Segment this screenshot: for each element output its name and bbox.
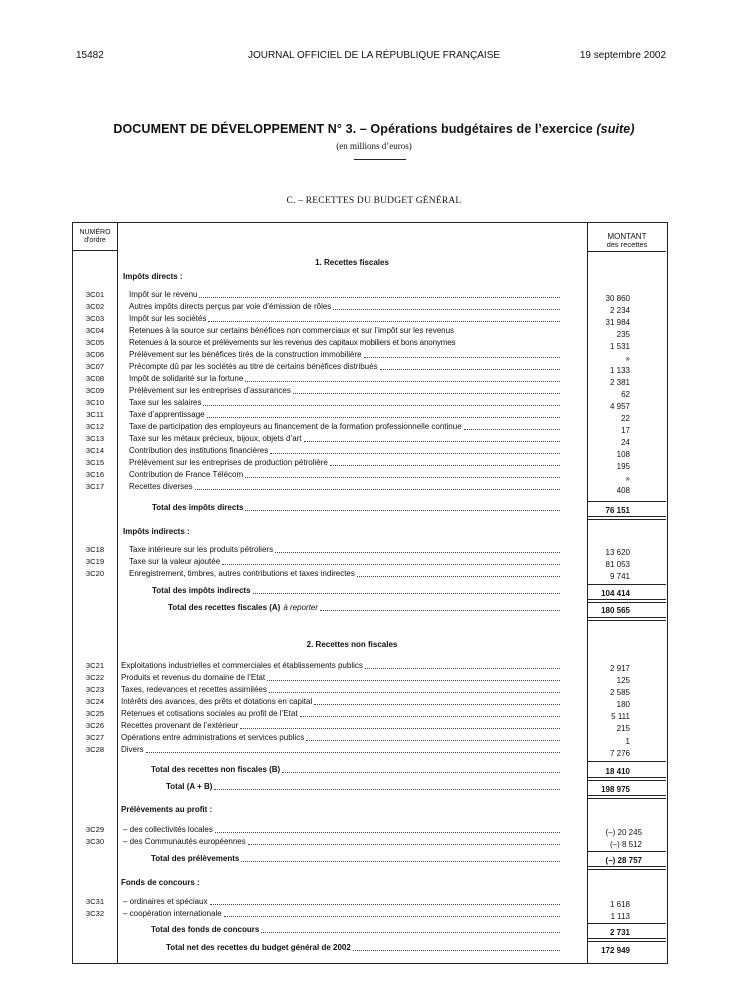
row-label-text: Opérations entre administrations et services publics [121, 733, 305, 742]
dot-leader [146, 745, 560, 753]
total-nonfiscal-text: Total des recettes non fiscales (B) [151, 765, 281, 774]
row-value: 13 620 [605, 548, 630, 557]
dot-leader [306, 733, 560, 741]
dot-leader [365, 661, 560, 669]
total-ab-value: 198 975 [601, 785, 630, 794]
column-header-amount-l2: des recettes [606, 240, 648, 249]
row-label [129, 446, 561, 456]
document-title-text: DOCUMENT DE DÉVELOPPEMENT N° 3. – Opérations budgétaires de l’exercice [113, 122, 593, 136]
row-value: 9 741 [609, 572, 630, 581]
row-code: 3C26 [85, 721, 105, 730]
dot-leader [364, 350, 560, 358]
total-double-rule [588, 777, 666, 781]
header-separator-right [588, 251, 666, 252]
row-label [129, 410, 561, 420]
row-code: 3C12 [85, 422, 105, 431]
row-label-text: Taxe sur les salaires [129, 398, 202, 407]
row-label [121, 745, 561, 755]
row-label-text: Retenues et cotisations sociales au profit de l’Etat [121, 709, 298, 718]
row-label [129, 374, 561, 384]
dot-leader [208, 314, 560, 322]
total-indirect-text: Total des impôts indirects [152, 586, 251, 595]
row-label-text: Impôt sur le revenu [129, 290, 198, 299]
row-label-text: Intérêts des avances, des prêts et dotations en capital [121, 697, 313, 706]
row-value: 4 957 [609, 402, 630, 411]
dot-leader [267, 673, 560, 681]
dot-leader [214, 782, 560, 790]
row-label [123, 837, 561, 847]
row-code: 3C11 [86, 410, 104, 419]
row-code: 3C13 [85, 434, 105, 443]
row-label-text: Précompte dû par les sociétés au titre de certains bénéfices distribués [129, 362, 378, 371]
row-code: 3C23 [85, 685, 105, 694]
row-code: 3C29 [85, 825, 105, 834]
dot-leader [300, 709, 560, 717]
total-fiscal-label [168, 603, 561, 613]
row-value: 235 [616, 330, 630, 339]
row-code: 3C04 [85, 326, 105, 335]
row-label-text: Produits et revenus du domaine de l’Etat [121, 673, 266, 682]
dot-leader [304, 434, 560, 442]
total-rule [588, 851, 666, 852]
column-header-number [73, 229, 117, 245]
row-code: 3C14 [85, 446, 105, 455]
row-value: 1 [625, 737, 630, 746]
row-label-text: Taxe de participation des employeurs au financement de la formation professionnelle continue [129, 422, 462, 431]
dot-leader [293, 386, 560, 394]
dot-leader [353, 943, 560, 951]
row-label [129, 350, 561, 360]
row-code: 3C17 [85, 482, 105, 491]
document-title [0, 122, 748, 136]
total-double-rule [588, 938, 666, 942]
row-code: 3C05 [85, 338, 105, 347]
row-value: 2 381 [609, 378, 630, 387]
row-label-text: Taxe sur la valeur ajoutée [129, 557, 221, 566]
row-label-text: – ordinaires et spéciaux [123, 897, 208, 906]
row-label-text: – des collectivités locales [123, 825, 213, 834]
row-code: 3C07 [85, 362, 105, 371]
row-label-text: Taxe d’apprentissage [129, 410, 205, 419]
journal-title: JOURNAL OFFICIEL DE LA RÉPUBLIQUE FRANÇAISE [247, 50, 501, 61]
total-prelevements-value: (–) 28 757 [605, 856, 642, 865]
total-fiscal-text: Total des recettes fiscales (A) [168, 603, 281, 612]
total-prelevements-label [151, 854, 561, 864]
row-value: 1 531 [609, 342, 630, 351]
row-code: 3C16 [85, 470, 105, 479]
dot-leader [248, 837, 560, 845]
row-value: 195 [616, 462, 630, 471]
row-label-text: Recettes diverses [129, 482, 193, 491]
row-label-text: Divers [121, 745, 144, 754]
row-value: 7 276 [609, 749, 630, 758]
dot-leader [203, 398, 560, 406]
total-nonfiscal-label [151, 765, 561, 775]
row-value: (–) 8 512 [609, 840, 642, 849]
row-code: 3C01 [85, 290, 105, 299]
row-code: 3C21 [85, 661, 105, 670]
row-label [121, 709, 561, 719]
row-value: 125 [616, 676, 630, 685]
row-value: 1 113 [610, 912, 630, 921]
row-label-text: Contribution de France Télécom [129, 470, 244, 479]
row-label: Retenues à la source sur certains bénéfices non commerciaux et sur l’impôt sur les revenus [129, 326, 455, 335]
total-double-rule [588, 599, 666, 603]
total-ab-label [166, 782, 561, 792]
dot-leader [224, 909, 560, 917]
row-code: 3C31 [85, 897, 105, 906]
row-code: 3C08 [85, 374, 105, 383]
row-label [121, 721, 561, 731]
dot-leader [240, 721, 560, 729]
row-code: 3C02 [85, 302, 105, 311]
row-code: 3C24 [85, 697, 105, 706]
dot-leader [314, 697, 560, 705]
row-label [129, 458, 561, 468]
row-label [129, 302, 561, 312]
dot-leader [357, 569, 560, 577]
row-code: 3C25 [85, 709, 105, 718]
total-rule [588, 584, 666, 585]
row-value: (–) 20 245 [605, 828, 642, 837]
row-code: 3C32 [85, 909, 105, 918]
row-label-text: Prélèvement sur les entreprises d’assurances [129, 386, 291, 395]
publication-date: 19 septembre 2002 [579, 50, 666, 61]
document-title-suffix: (suite) [596, 122, 635, 136]
row-value: 22 [621, 414, 630, 423]
dot-leader [210, 897, 561, 905]
row-label-text: Impôt de solidarité sur la fortune [129, 374, 244, 383]
row-code: 3C10 [85, 398, 105, 407]
total-net-value: 172 949 [601, 946, 630, 955]
row-code: 3C09 [85, 386, 105, 395]
total-net-label [166, 943, 561, 953]
dot-leader [207, 410, 560, 418]
dot-leader [199, 290, 560, 298]
row-label [129, 290, 561, 300]
row-code: 3C27 [85, 733, 105, 742]
total-concours-label [151, 925, 561, 935]
row-code: 3C20 [85, 569, 105, 578]
total-nonfiscal-value: 18 410 [605, 767, 630, 776]
title-rule [354, 159, 406, 160]
row-value: 215 [616, 724, 630, 733]
page-number: 15482 [76, 50, 104, 61]
row-value: 1 133 [609, 366, 630, 375]
dot-leader [270, 446, 560, 454]
total-ab-text: Total (A + B) [166, 782, 213, 791]
row-label [129, 398, 561, 408]
total-concours-value: 2 731 [609, 928, 630, 937]
row-label [129, 314, 561, 324]
dot-leader [245, 503, 560, 511]
row-label [129, 545, 561, 555]
dot-leader [464, 422, 560, 430]
total-indirect-value: 104 414 [601, 589, 630, 598]
total-fiscal-value: 180 565 [601, 606, 630, 615]
dot-leader [380, 362, 560, 370]
category-direct: Impôts directs : [123, 272, 183, 281]
total-fiscal-suffix: à reporter [283, 603, 319, 612]
row-label-text: Recettes provenant de l’extérieur [121, 721, 239, 730]
dot-leader [245, 374, 560, 382]
dot-leader [269, 685, 560, 693]
row-label-text: – des Communautés européennes [123, 837, 246, 846]
row-label-text: Enregistrement, timbres, autres contributions et taxes indirectes [129, 569, 355, 578]
row-value: 31 984 [605, 318, 630, 327]
row-label [121, 685, 561, 695]
row-value: » [625, 354, 630, 363]
category-concours: Fonds de concours : [121, 878, 200, 887]
total-rule [588, 761, 666, 762]
row-label [121, 673, 561, 683]
row-label-text: Taxe sur les métaux précieux, bijoux, objets d’art [129, 434, 302, 443]
row-code: 3C22 [85, 673, 105, 682]
row-label [129, 482, 561, 492]
row-code: 3C03 [85, 314, 105, 323]
dot-leader [333, 302, 560, 310]
row-label-text: Taxes, redevances et recettes assimilées [121, 685, 267, 694]
row-value: 2 585 [609, 688, 630, 697]
row-label [123, 909, 561, 919]
row-value: 17 [621, 426, 630, 435]
column-header-amount-l1: MONTANT [607, 232, 647, 241]
row-label-text: – coopération internationale [123, 909, 222, 918]
category-prelevements: Prélèvements au profit : [121, 805, 213, 814]
row-value: 180 [616, 700, 630, 709]
column-header-amount [588, 233, 666, 249]
total-concours-text: Total des fonds de concours [151, 925, 260, 934]
row-code: 3C30 [85, 837, 105, 846]
dot-leader [282, 765, 560, 773]
category-indirect: Impôts indirects : [123, 527, 190, 536]
dot-leader [245, 470, 560, 478]
row-label-text: Exploitations industrielles et commerciales et établissements publics [121, 661, 363, 670]
dot-leader [261, 925, 560, 933]
row-value: 81 053 [605, 560, 630, 569]
row-value: 30 860 [605, 294, 630, 303]
dot-leader [320, 603, 560, 611]
total-prelevements-text: Total des prélèvements [151, 854, 240, 863]
part-heading-fiscal: 1. Recettes fiscales [315, 258, 389, 267]
row-code: 3C15 [85, 458, 105, 467]
dot-leader [222, 557, 560, 565]
row-label [123, 825, 561, 835]
total-indirect-label [152, 586, 561, 596]
row-code: 3C18 [85, 545, 105, 554]
row-label [129, 557, 561, 567]
total-direct-text: Total des impôts directs [152, 503, 244, 512]
dot-leader [253, 586, 560, 594]
total-rule [588, 923, 666, 924]
row-label [123, 897, 561, 907]
row-value: 108 [616, 450, 630, 459]
column-divider-left [117, 222, 118, 963]
row-code: 3C06 [85, 350, 105, 359]
total-double-rule [588, 516, 666, 520]
units-note: (en millions d’euros) [336, 141, 412, 151]
row-code: 3C28 [85, 745, 105, 754]
dot-leader [195, 482, 560, 490]
total-double-rule [588, 617, 666, 621]
row-value: 2 917 [609, 664, 630, 673]
total-net-text: Total net des recettes du budget général de 2002 [166, 943, 351, 952]
row-label [121, 733, 561, 743]
column-header-number-l1: NUMÉRO [79, 229, 111, 236]
section-title: C. – RECETTES DU BUDGET GÉNÉRAL [286, 196, 462, 206]
row-code: 3C19 [85, 557, 105, 566]
row-label [129, 422, 561, 432]
row-value: 2 234 [609, 306, 630, 315]
row-label [129, 434, 561, 444]
row-label [129, 569, 561, 579]
column-header-number-l2: d'ordre [84, 237, 106, 244]
dot-leader [215, 825, 560, 833]
part-heading-nonfiscal: 2. Recettes non fiscales [306, 640, 398, 649]
row-value: » [625, 474, 630, 483]
row-value: 5 111 [611, 712, 630, 721]
row-label-text: Contribution des institutions financières [129, 446, 269, 455]
row-label: Retenues à la source et prélèvements sur les revenus des capitaux mobiliers et bons anonymes [129, 338, 456, 347]
total-double-rule [588, 795, 666, 799]
row-value: 24 [621, 438, 630, 447]
row-label [129, 470, 561, 480]
row-label-text: Prélèvement sur les bénéfices tirés de la construction immobilière [129, 350, 362, 359]
header-separator-left [73, 250, 117, 251]
row-label-text: Impôt sur les sociétés [129, 314, 207, 323]
row-label [121, 661, 561, 671]
row-label-text: Prélèvement sur les entreprises de production pétrolière [129, 458, 328, 467]
dot-leader [241, 854, 560, 862]
row-label-text: Autres impôts directs perçus par voie d’émission de rôles [129, 302, 332, 311]
total-direct-value: 76 151 [605, 506, 630, 515]
total-double-rule [588, 866, 666, 870]
total-direct-label [152, 503, 561, 513]
row-value: 408 [616, 486, 630, 495]
row-label [129, 386, 561, 396]
row-label [129, 362, 561, 372]
total-rule [588, 501, 666, 502]
row-label-text: Taxe intérieure sur les produits pétroliers [129, 545, 274, 554]
row-value: 62 [621, 390, 630, 399]
row-label [121, 697, 561, 707]
dot-leader [330, 458, 560, 466]
dot-leader [275, 545, 560, 553]
row-value: 1 618 [609, 900, 630, 909]
